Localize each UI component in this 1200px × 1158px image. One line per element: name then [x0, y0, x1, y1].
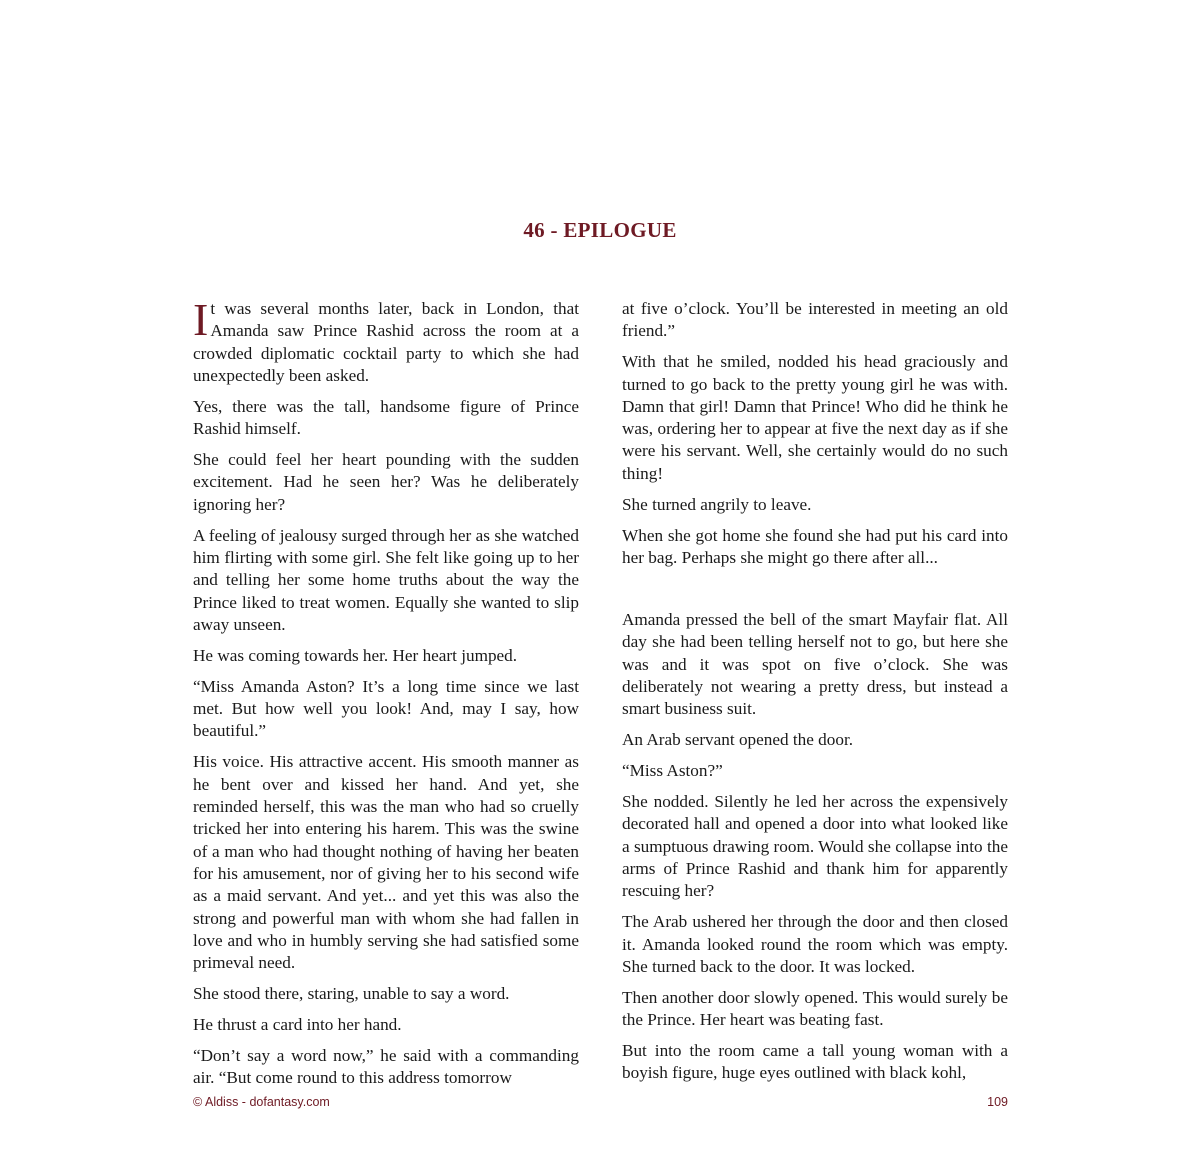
- paragraph: “Miss Amanda Aston? It’s a long time since we last met. But how well you look! And, may I say, how beautiful.”: [193, 676, 579, 741]
- opening-paragraph: [193, 294, 579, 387]
- paragraph: at five o’clock. You’ll be interested in meeting an old friend.”: [622, 299, 1008, 341]
- drop-cap: I: [193, 294, 209, 345]
- chapter-title: 46 - EPILOGUE: [523, 218, 677, 242]
- paragraph: Amanda pressed the bell of the smart Mayfair flat. All day she had been telling herself not to go, but here she was and it was spot on five o’clock. She was deliberately not wearing a pretty dress, but instead a smart business suit.: [622, 610, 1008, 719]
- paragraph: With that he smiled, nodded his head graciously and turned to go back to the pretty young girl he was with. Damn that girl! Damn that Prince! Who did he think he was, ordering her to appear at five the next day as if she were his servant. Well, she certainly would do no such thing!: [622, 352, 1008, 483]
- paragraph: She could feel her heart pounding with the sudden excitement. Had he seen her? Was he deliberately ignoring her?: [193, 450, 579, 514]
- paragraph: “Miss Aston?”: [622, 761, 723, 781]
- paragraph: A feeling of jealousy surged through her as she watched him flirting with some girl. She felt like going up to her and telling her some home truths about the way the Prince liked to treat women. Equally she wanted to slip away unseen.: [193, 525, 579, 634]
- paragraph: The Arab ushered her through the door and then closed it. Amanda looked round the room which was empty. She turned back to the door. It was locked.: [622, 912, 1008, 976]
- paragraph: An Arab servant opened the door.: [622, 730, 854, 750]
- opening-paragraph-text: t was several months later, back in London, that Amanda saw Prince Rashid across the room at a crowded diplomatic cocktail party to which she had unexpectedly been asked.: [193, 299, 579, 385]
- paragraph: She stood there, staring, unable to say a word.: [193, 984, 510, 1004]
- paragraph: Then another door slowly opened. This would surely be the Prince. Her heart was beating fast.: [622, 987, 1008, 1030]
- page-number: 109: [987, 1095, 1008, 1109]
- paragraph: He was coming towards her. Her heart jumped.: [193, 645, 518, 665]
- paragraph: He thrust a card into her hand.: [193, 1015, 402, 1035]
- paragraph: But into the room came a tall young woman with a boyish figure, huge eyes outlined with black kohl,: [622, 1041, 1008, 1083]
- paragraph: “Don’t say a word now,” he said with a commanding air. “But come round to this address tomorrow: [193, 1046, 579, 1088]
- paragraph: Yes, there was the tall, handsome figure of Prince Rashid himself.: [193, 396, 579, 439]
- footer-copyright: © Aldiss - dofantasy.com: [193, 1095, 330, 1109]
- scene-break: [622, 578, 1008, 609]
- paragraph: When she got home she found she had put his card into her bag. Perhaps she might go there after all...: [622, 525, 1008, 568]
- right-column: [622, 298, 1008, 1093]
- paragraph: His voice. His attractive accent. His smooth manner as he bent over and kissed her hand. And yet, she reminded herself, this was the man who had so cruelly tricked her into entering his harem. This was the swine of a man who had thought nothing of having her beaten for his amusement, nor of giving her to his second wife as a maid servant. And yet... and yet this was also the strong and powerful man with whom she had fallen in love and who in humbly serving she had satisfied some primeval need.: [193, 752, 579, 973]
- left-column: [193, 294, 579, 1098]
- paragraph: She nodded. Silently he led her across the expensively decorated hall and opened a door into what looked like a sumptuous drawing room. Would she collapse into the arms of Prince Rashid and thank him for apparently rescuing her?: [622, 792, 1008, 901]
- paragraph: She turned angrily to leave.: [622, 494, 812, 514]
